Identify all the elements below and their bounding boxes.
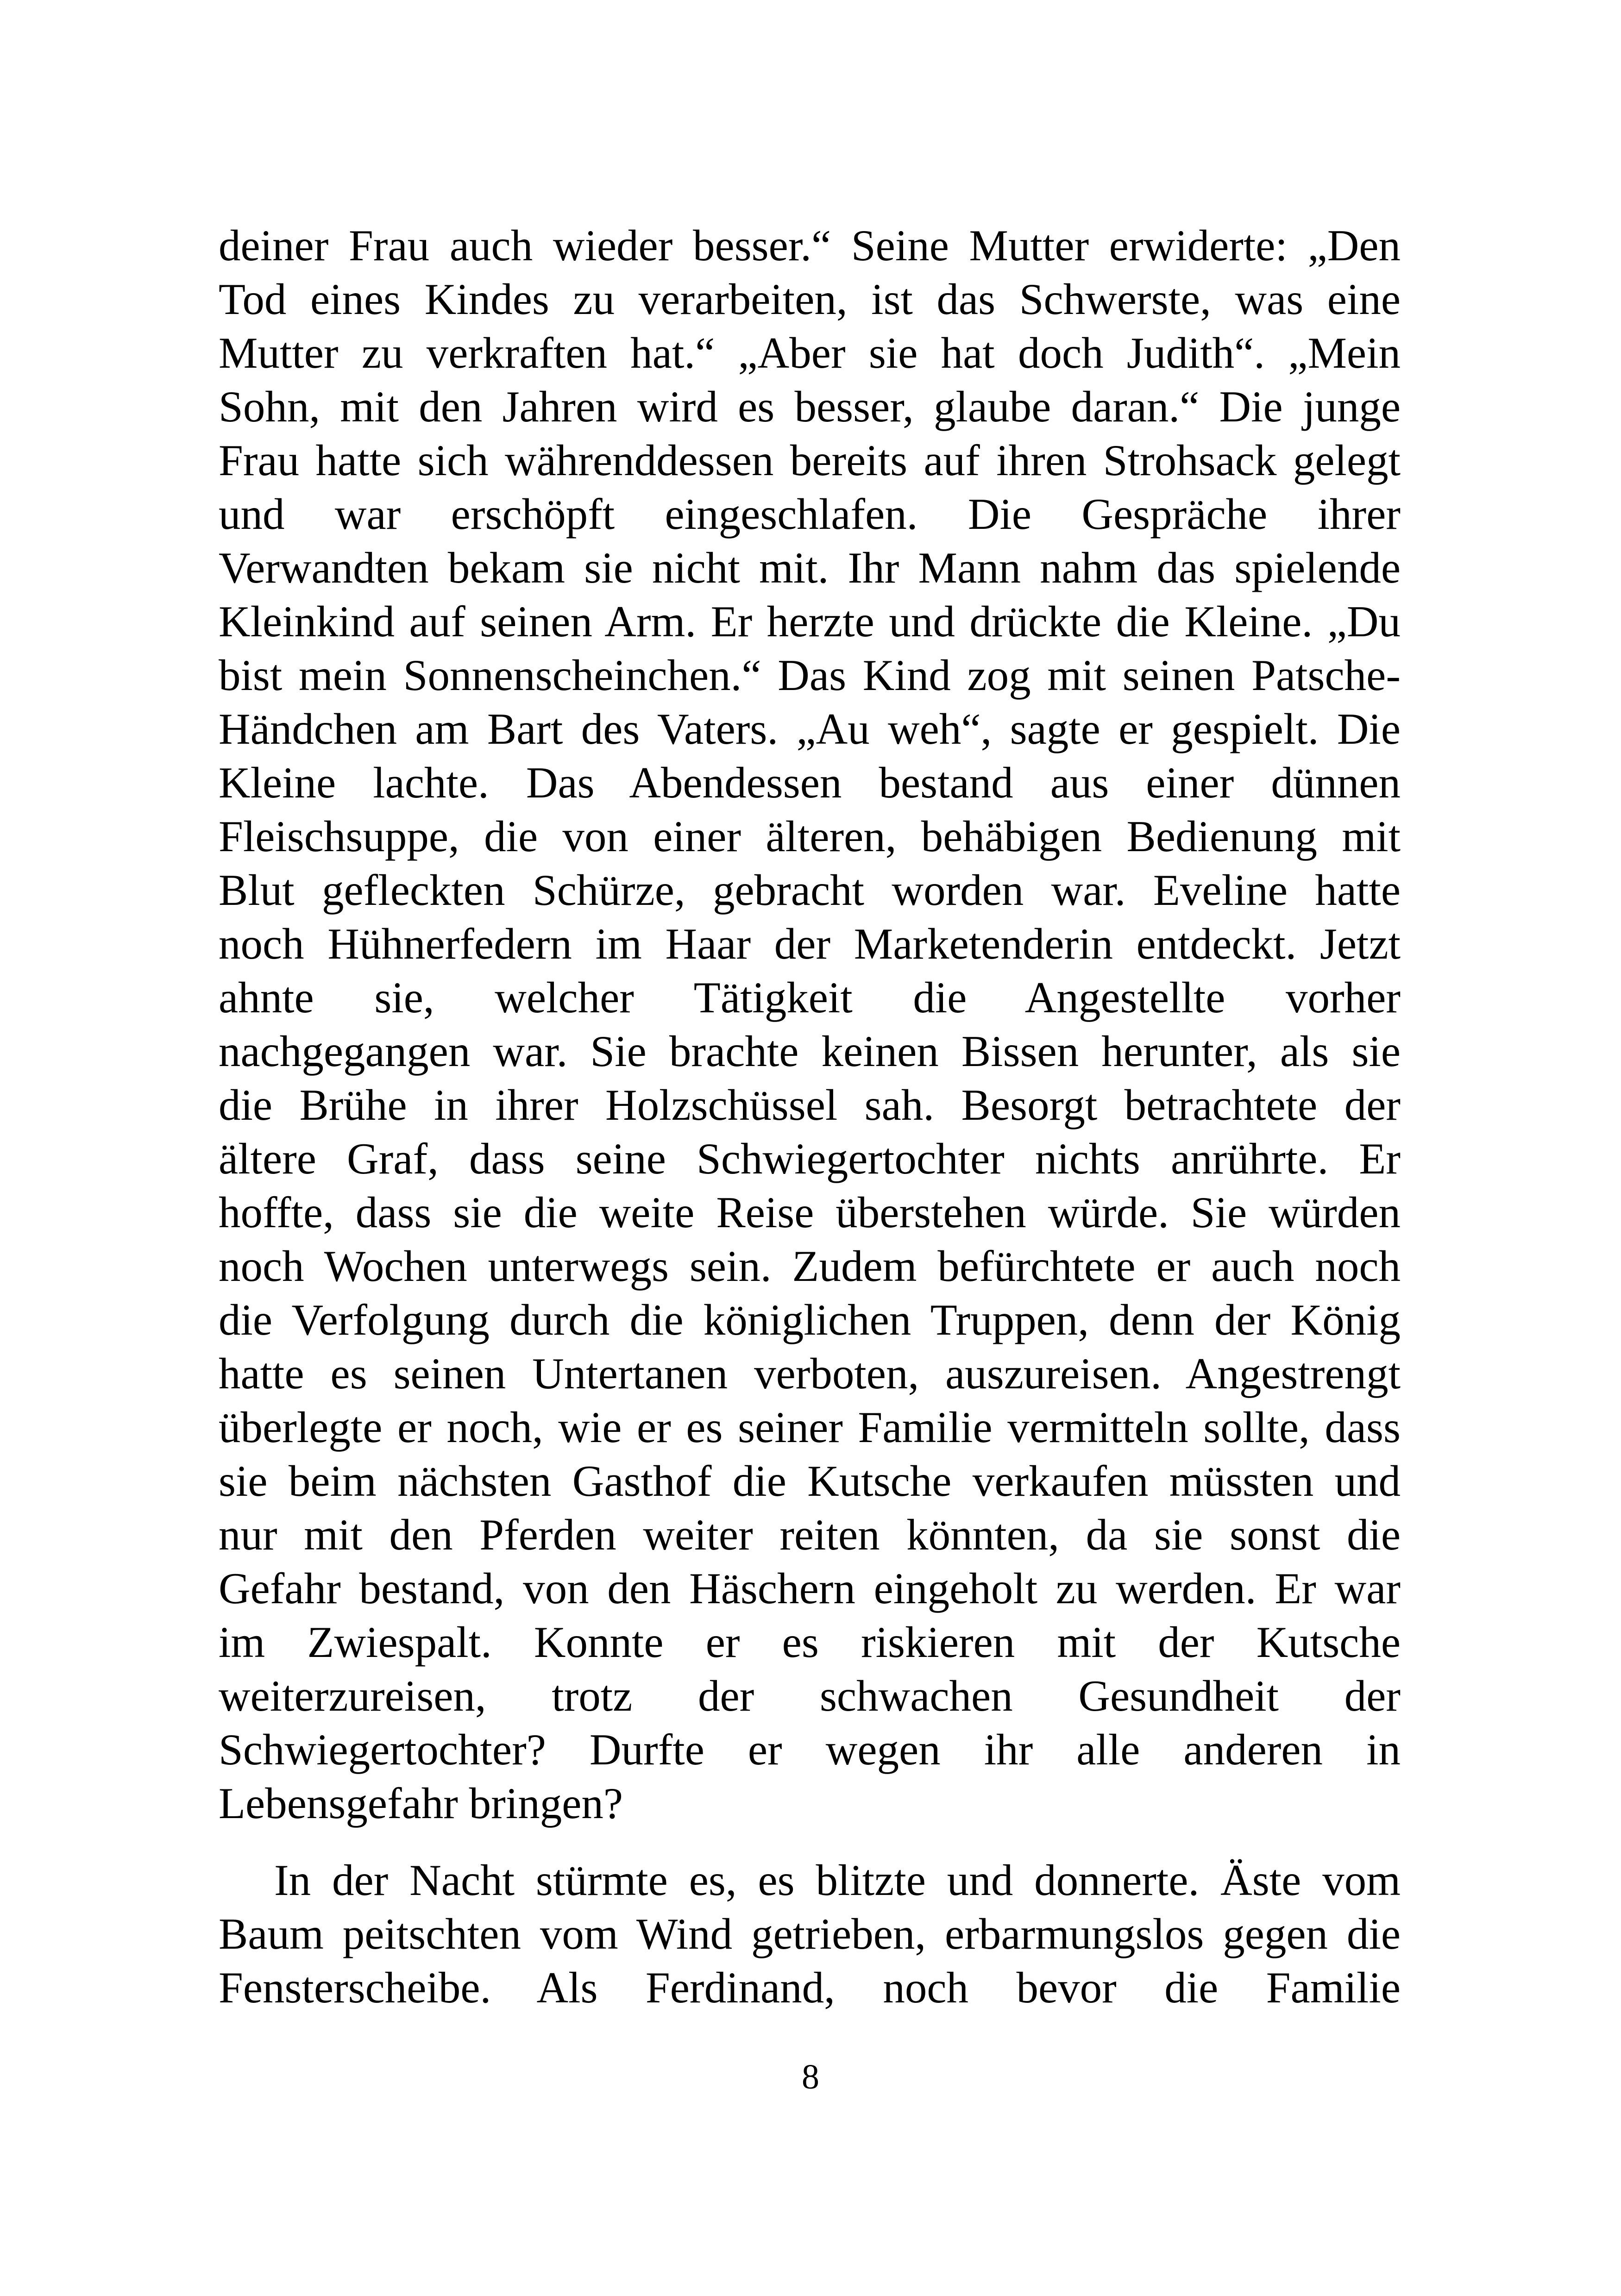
text-line: Mutter zu verkraften hat.“ „Aber sie hat doch Judith“. „Mein: [219, 328, 1401, 377]
text-line: In der Nacht stürmte es, es blitzte und donnerte. Äste vom: [274, 1856, 1401, 1905]
text-line: die Brühe in ihrer Holzschüssel sah. Besorgt betrachtete der: [219, 1080, 1401, 1129]
text-line: Frau hatte sich währenddessen bereits auf ihren Strohsack gelegt: [219, 436, 1401, 485]
text-line: sie beim nächsten Gasthof die Kutsche verkaufen müssten und: [219, 1456, 1401, 1506]
paragraph-2: [219, 1853, 1401, 2014]
text-line: Gefahr bestand, von den Häschern eingeholt zu werden. Er war: [219, 1564, 1401, 1613]
text-line: ahnte sie, welcher Tätigkeit die Angestellte vorher: [219, 973, 1401, 1022]
text-line: Lebensgefahr bringen?: [219, 1779, 623, 1828]
text-line: Baum peitschten vom Wind getrieben, erbarmungslos gegen die: [219, 1909, 1401, 1958]
text-line: weiterzureisen, trotz der schwachen Gesundheit der: [219, 1671, 1401, 1720]
paragraph-spacer: [219, 1830, 1401, 1853]
page-number: 8: [802, 2058, 819, 2096]
paragraph-1: [219, 219, 1401, 1830]
text-line: deiner Frau auch wieder besser.“ Seine Mutter erwiderte: „Den: [219, 221, 1401, 270]
text-line: Fleischsuppe, die von einer älteren, behäbigen Bedienung mit: [219, 812, 1401, 861]
text-line: noch Wochen unterwegs sein. Zudem befürchtete er auch noch: [219, 1242, 1401, 1291]
text-line: und war erschöpft eingeschlafen. Die Gespräche ihrer: [219, 489, 1401, 539]
text-line: im Zwiespalt. Konnte er es riskieren mit der Kutsche: [219, 1618, 1401, 1667]
text-line: überlegte er noch, wie er es seiner Familie vermitteln sollte, dass: [219, 1403, 1401, 1452]
text-line: hoffte, dass sie die weite Reise überstehen würde. Sie würden: [219, 1188, 1401, 1237]
text-line: Schwiegertochter? Durfte er wegen ihr alle anderen in: [219, 1725, 1401, 1774]
text-line: Händchen am Bart des Vaters. „Au weh“, sagte er gespielt. Die: [219, 704, 1401, 753]
text-line: Kleine lachte. Das Abendessen bestand aus einer dünnen: [219, 758, 1401, 807]
text-line: noch Hühnerfedern im Haar der Marketenderin entdeckt. Jetzt: [219, 919, 1401, 968]
text-line: die Verfolgung durch die königlichen Truppen, denn der König: [219, 1295, 1401, 1344]
text-line: Sohn, mit den Jahren wird es besser, glaube daran.“ Die junge: [219, 382, 1401, 431]
text-line: Verwandten bekam sie nicht mit. Ihr Mann nahm das spielende: [219, 543, 1401, 592]
text-line: Tod eines Kindes zu verarbeiten, ist das Schwerste, was eine: [219, 275, 1401, 324]
text-line: Blut gefleckten Schürze, gebracht worden war. Eveline hatte: [219, 866, 1401, 915]
text-line: Fensterscheibe. Als Ferdinand, noch bevor die Familie: [219, 1963, 1401, 2012]
text-line: nachgegangen war. Sie brachte keinen Bissen herunter, als sie: [219, 1027, 1401, 1076]
text-line: nur mit den Pferden weiter reiten könnten, da sie sonst die: [219, 1510, 1401, 1559]
body-text: [219, 219, 1401, 2014]
text-line: Kleinkind auf seinen Arm. Er herzte und drückte die Kleine. „Du: [219, 597, 1401, 646]
text-line: hatte es seinen Untertanen verboten, auszureisen. Angestrengt: [219, 1349, 1401, 1398]
text-line: bist mein Sonnenscheinchen.“ Das Kind zog mit seinen Patsche-: [219, 651, 1401, 700]
text-line: ältere Graf, dass seine Schwiegertochter nichts anrührte. Er: [219, 1134, 1401, 1183]
